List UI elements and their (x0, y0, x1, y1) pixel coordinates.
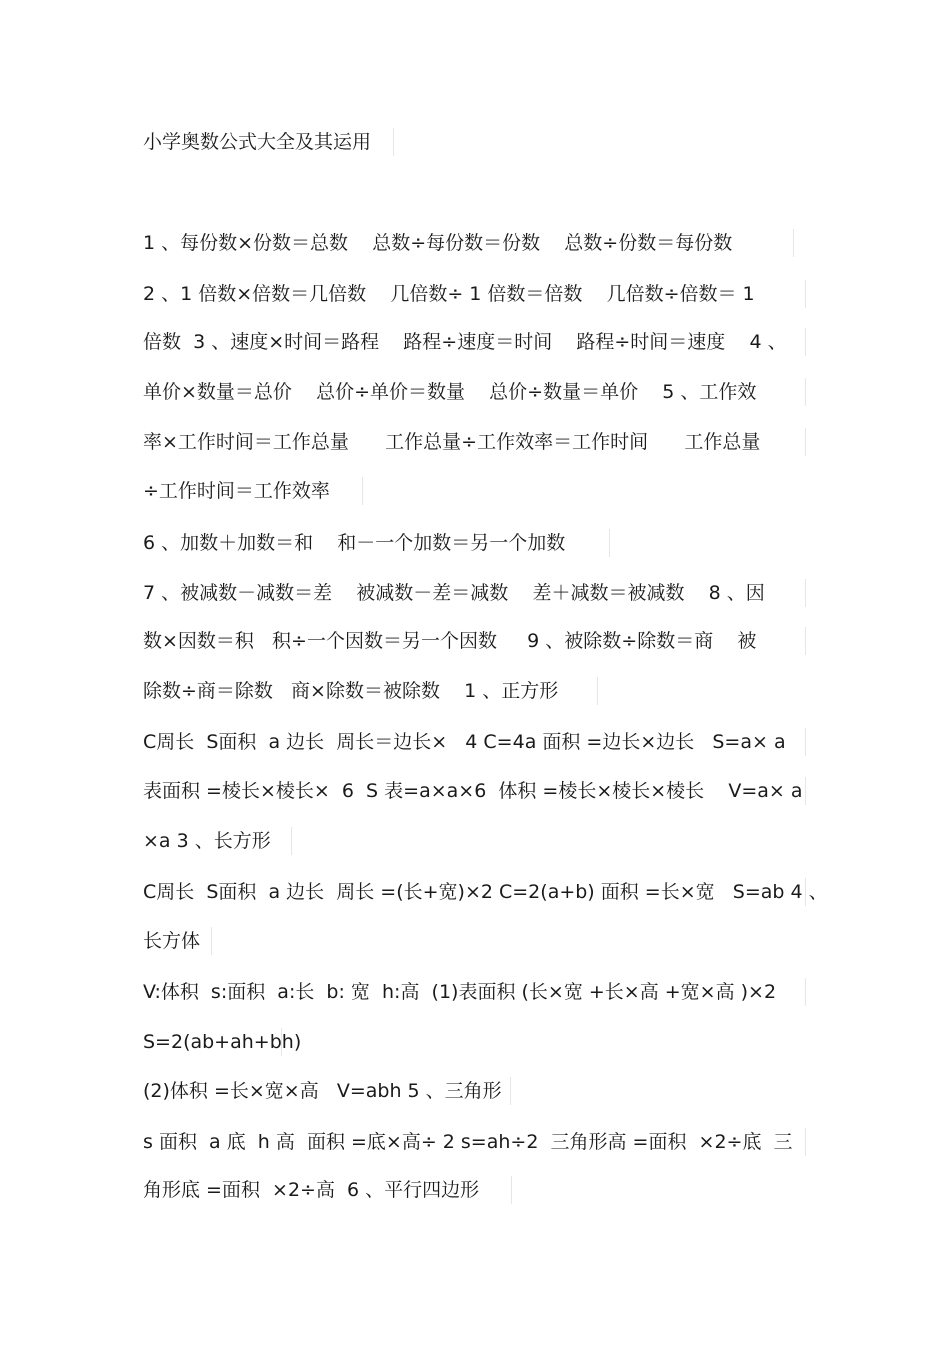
text-line: s 面积 a 底 h 高 面积 =底×高÷ 2 s=ah÷2 三角形高 =面积 ×2÷底 三 (143, 1128, 806, 1156)
text-line: 1 、每份数×份数＝总数 总数÷每份数＝份数 总数÷份数＝每份数 (143, 229, 794, 257)
text-line: 除数÷商＝除数 商×除数＝被除数 1 、正方形 (143, 677, 598, 705)
text-line: C周长 S面积 a 边长 周长 =(长+宽)×2 C=2(a+b) 面积 =长×宽 S=ab 4 、 (143, 878, 806, 906)
text-line: 数×因数＝积 积÷一个因数＝另一个因数 9 、被除数÷除数＝商 被 (143, 627, 806, 655)
text-line: C周长 S面积 a 边长 周长＝边长× 4 C=4a 面积 =边长×边长 S=a× a (143, 728, 806, 756)
text-line: V:体积 s:面积 a:长 b: 宽 h:高 (1)表面积 (长×宽 +长×高 +宽×高 )×2 (143, 978, 806, 1006)
text-line: ÷工作时间＝工作效率 (143, 477, 363, 505)
text-line: S=2(ab+ah+bh) (143, 1028, 282, 1056)
text-line: 倍数 3 、速度×时间＝路程 路程÷速度＝时间 路程÷时间＝速度 4 、 (143, 328, 806, 356)
text-line: 单价×数量＝总价 总价÷单价＝数量 总价÷数量＝单价 5 、工作效 (143, 378, 806, 406)
text-line: 6 、加数＋加数＝和 和－一个加数＝另一个加数 (143, 529, 610, 557)
text-line: 7 、被减数－减数＝差 被减数－差＝减数 差＋减数＝被减数 8 、因 (143, 579, 806, 607)
text-line: 2 、1 倍数×倍数＝几倍数 几倍数÷ 1 倍数＝倍数 几倍数÷倍数＝ 1 (143, 280, 806, 308)
text-line: 角形底 =面积 ×2÷高 6 、平行四边形 (143, 1176, 512, 1204)
text-line: 长方体 (143, 927, 212, 955)
text-line: 率×工作时间＝工作总量 工作总量÷工作效率＝工作时间 工作总量 (143, 428, 806, 456)
text-line: ×a 3 、长方形 (143, 827, 292, 855)
text-line: 表面积 =棱长×棱长× 6 S 表=a×a×6 体积 =棱长×棱长×棱长 V=a× a (143, 777, 806, 805)
document-title: 小学奥数公式大全及其运用 (143, 128, 394, 156)
text-line: (2)体积 =长×宽×高 V=abh 5 、三角形 (143, 1077, 511, 1105)
